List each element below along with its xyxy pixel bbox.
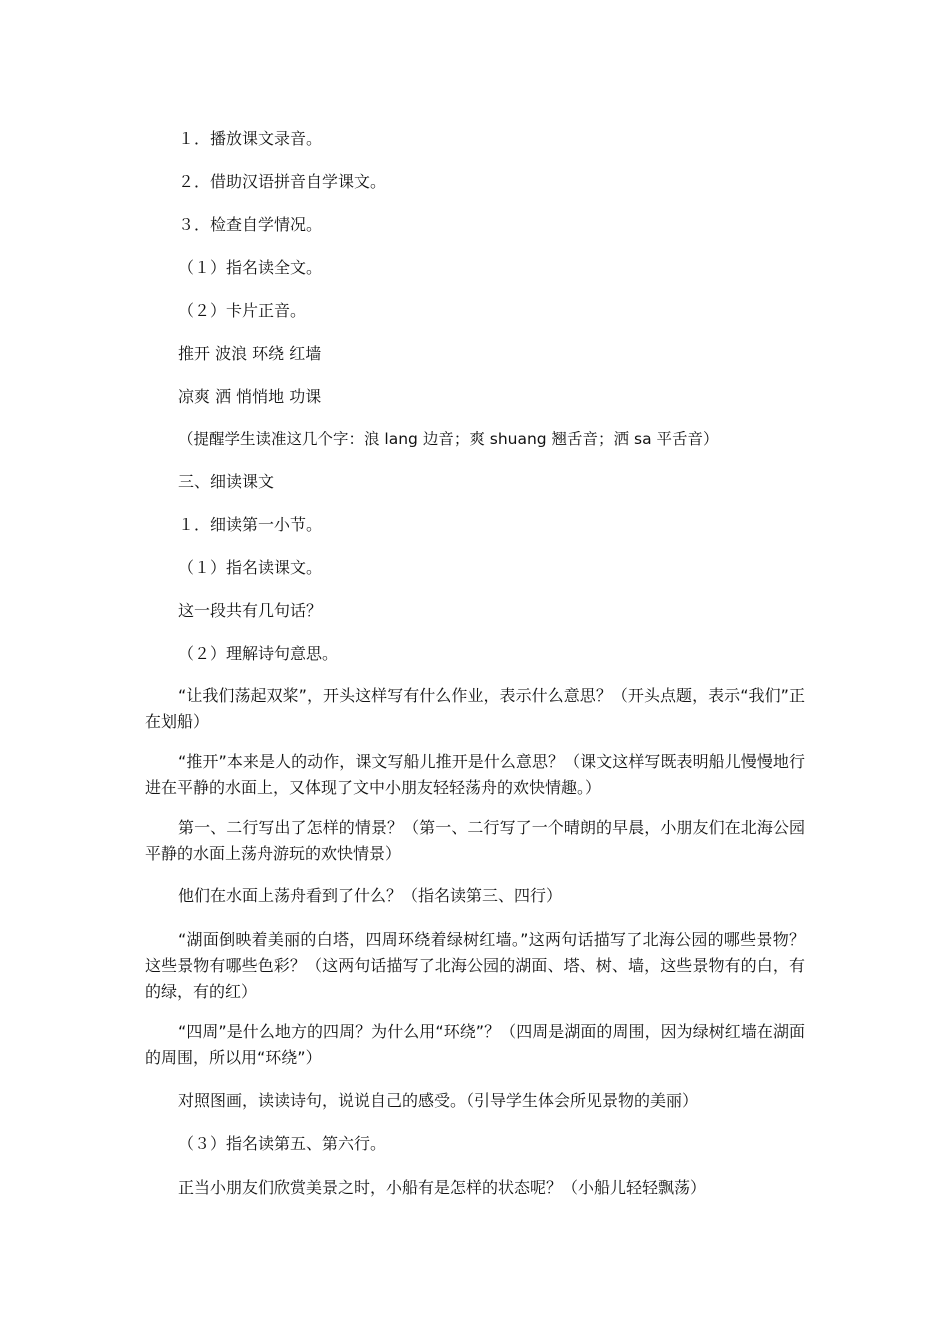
step-self-study-pinyin: ２．借助汉语拼音自学课文。 (178, 172, 387, 191)
vocabulary-row-1: 推开 波浪 环绕 红墙 (178, 344, 322, 363)
paragraph-feelings: 对照图画，读读诗句，说说自己的感受。（引导学生体会所见景物的美丽） (178, 1091, 699, 1110)
paragraph-boat-state: 正当小朋友们欣赏美景之时，小船有是怎样的状态呢？（小船儿轻轻飘荡） (178, 1178, 707, 1197)
question-sentence-count: 这一段共有几句话？ (178, 601, 323, 620)
step-play-recording: １．播放课文录音。 (178, 129, 323, 148)
paragraph-push-open: “推开”本来是人的动作，课文写船儿推开是什么意思？（课文这样写既表明船儿慢慢地行进在平静的水面上，又体现了文中小朋友轻轻荡舟的欢快情趣。） (145, 752, 805, 797)
substep-understand-meaning: （２）理解诗句意思。 (178, 644, 339, 663)
substep-read-text: （１）指名读课文。 (178, 558, 323, 577)
substep-card-pronunciation: （２）卡片正音。 (178, 301, 307, 320)
paragraph-lake-scenery: “湖面倒映着美丽的白塔，四周环绕着绿树红墙。”这两句话描写了北海公园的哪些景物？这些景物有哪些色彩？（这两句话描写了北海公园的湖面、塔、树、墙，这些景物有的白，有的绿，有的红） (145, 930, 805, 1001)
paragraph-read-lines-five-six: （３）指名读第五、第六行。 (178, 1134, 387, 1153)
paragraph-lines-one-two: 第一、二行写出了怎样的情景？（第一、二行写了一个晴朗的早晨，小朋友们在北海公园平静的水面上荡舟游玩的欢快情景） (145, 818, 805, 863)
vocabulary-row-2: 凉爽 洒 悄悄地 功课 (178, 387, 322, 406)
step-read-first-section: １．细读第一小节。 (178, 515, 323, 534)
pronunciation-reminder: （提醒学生读准这几个字：浪 lang 边音；爽 shuang 翘舌音；洒 sa 平舌音） (178, 430, 719, 448)
substep-read-full-text: （１）指名读全文。 (178, 258, 323, 277)
paragraph-surroundings: “四周”是什么地方的四周？为什么用“环绕”？（四周是湖面的周围，因为绿树红墙在湖面的周围，所以用“环绕”） (145, 1022, 805, 1067)
paragraph-what-they-saw: 他们在水面上荡舟看到了什么？（指名读第三、四行） (178, 886, 563, 905)
paragraph-opening-line: “让我们荡起双桨”，开头这样写有什么作业，表示什么意思？（开头点题，表示“我们”正在划船） (145, 686, 805, 731)
step-check-self-study: ３．检查自学情况。 (178, 215, 323, 234)
section-heading-close-reading: 三、细读课文 (178, 472, 275, 491)
